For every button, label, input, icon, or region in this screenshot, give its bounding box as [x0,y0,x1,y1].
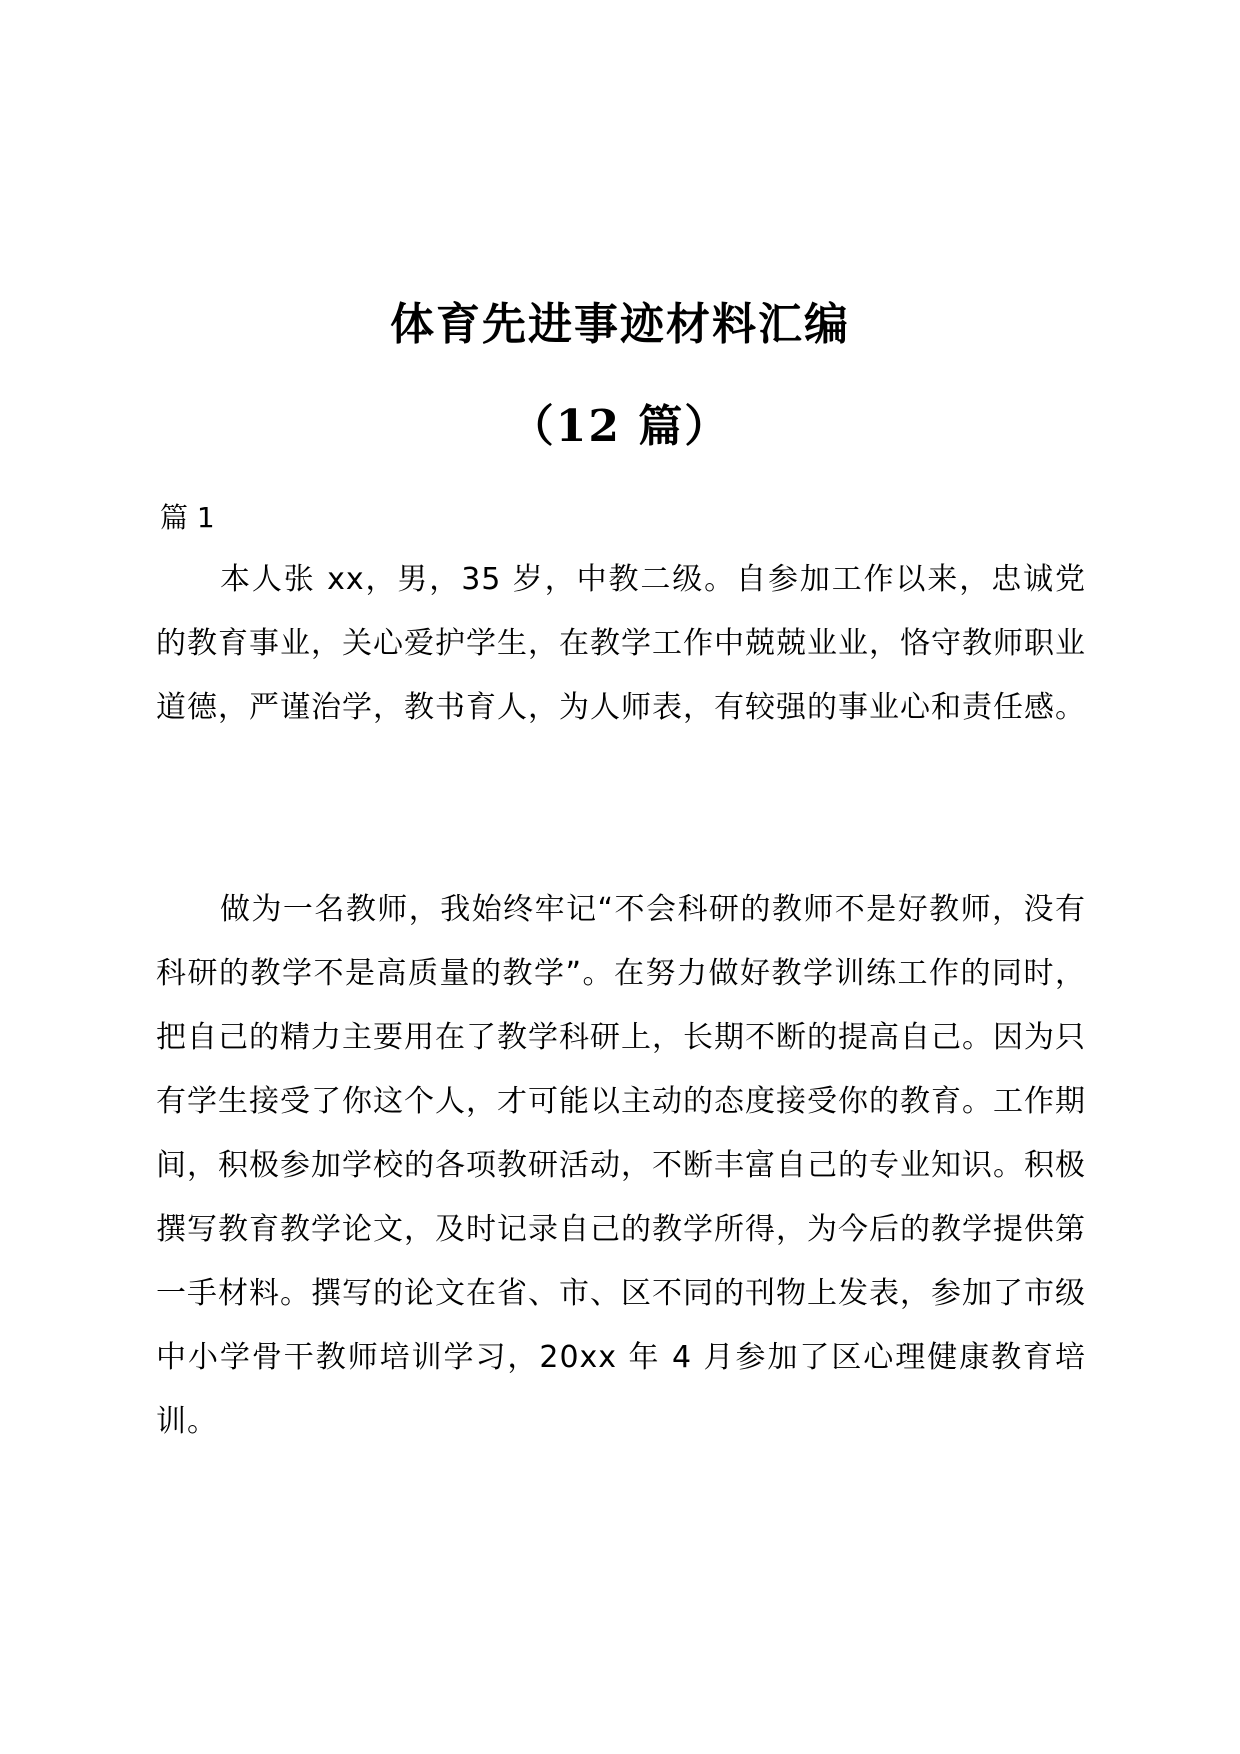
paragraph: 做为一名教师，我始终牢记“不会科研的教师不是好教师，没有科研的教学不是高质量的教学”。在努力做好教学训练工作的同时，把自己的精力主要用在了教学科研上，长期不断的提高自己。因为只有学生接受了你这个人，才可能以主动的态度接受你的教育。工作期间，积极参加学校的各项教研活动，不断丰富自己的专业知识。积极撰写教育教学论文，及时记录自己的教学所得，为今后的教学提供第一手材料。撰写的论文在省、市、区不同的刊物上发表，参加了市级中小学骨干教师培训学习，20xx 年 4 月参加了区心理健康教育培训。 [156,892,1086,1439]
document-title: 体育先进事迹材料汇编 [390,299,850,350]
document-subtitle: （12 篇） [509,401,731,452]
paragraph: 本人张 xx，男，35 岁，中教二级。自参加工作以来，忠诚党的教育事业，关心爱护学生，在教学工作中兢兢业业，恪守教师职业道德，严谨治学，教书育人，为人师表，有较强的事业心和责任感。 [156,562,1086,725]
section-label: 篇 1 [160,501,215,534]
